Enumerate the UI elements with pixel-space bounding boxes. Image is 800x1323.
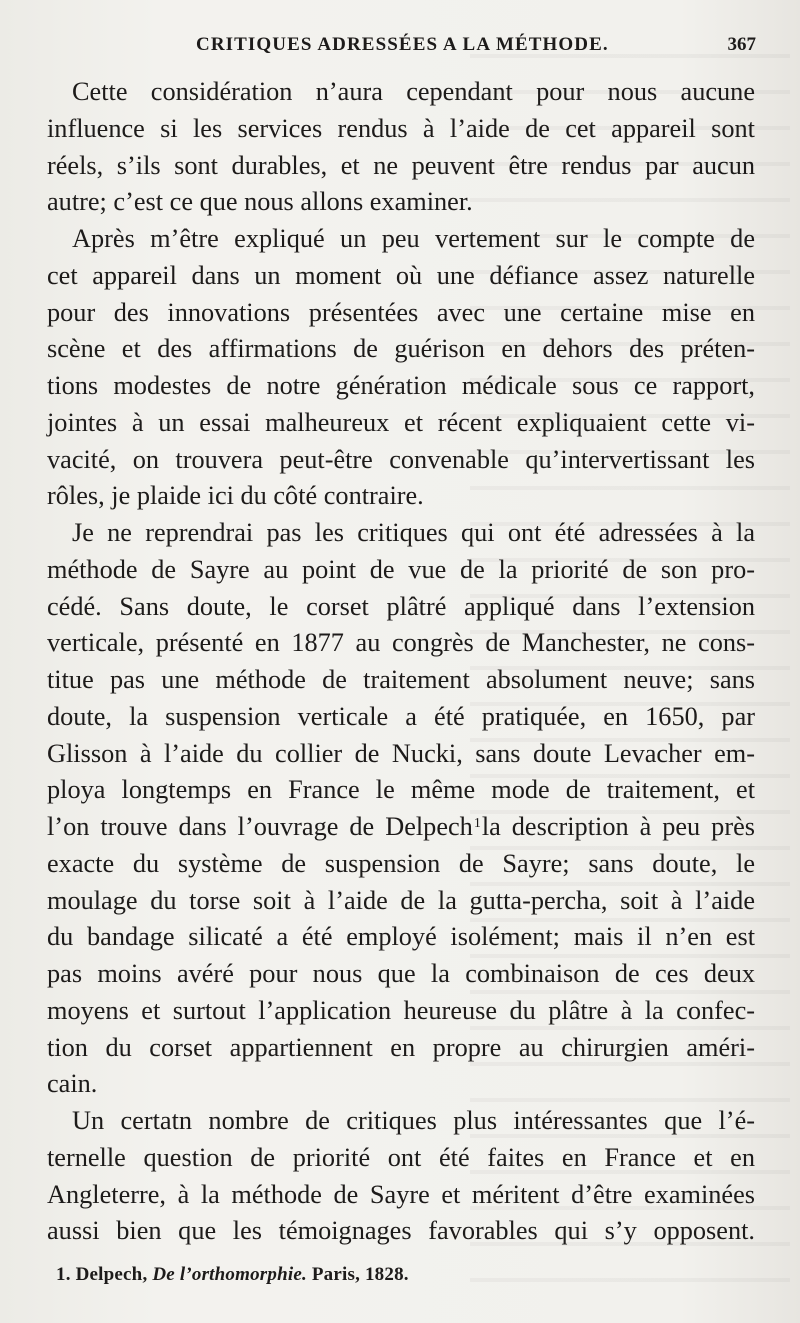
text-line: Angleterre, à la méthode de Sayre et méritent d’être examinées xyxy=(47,1179,755,1209)
text-line: tions modestes de notre génération médicale sous ce rapport, xyxy=(47,371,755,400)
text-line: pas moins avéré pour nous que la combinaison de ces deux xyxy=(47,959,755,988)
paragraph-2 xyxy=(47,221,755,515)
text-line: influence si les services rendus à l’aide de cet appareil sont xyxy=(47,113,755,143)
paragraph-1 xyxy=(47,74,755,221)
text-line: réels, s’ils sont durables, et ne peuvent être rendus par aucun xyxy=(47,150,755,180)
text-line: exacte du système de suspension de Sayre; sans doute, le xyxy=(47,848,755,878)
paragraph-3 xyxy=(47,515,755,1103)
text-line: Cette considération n’aura cependant pour nous aucune xyxy=(72,77,755,106)
text-line: Après m’être expliqué un peu vertement sur le compte de xyxy=(72,224,755,253)
text-line: titue pas une méthode de traitement absolument neuve; sans xyxy=(47,665,755,694)
paragraph-4 xyxy=(47,1103,755,1250)
text-line: cédé. Sans doute, le corset plâtré appliqué dans l’extension xyxy=(47,591,755,621)
text-line: ploya longtemps en France le même mode de traitement, et xyxy=(47,775,755,805)
text-line: tion du corset appartiennent en propre au chirurgien améri- xyxy=(47,1032,755,1062)
text-line: vacité, on trouvera peut-être convenable qu’intervertissant les xyxy=(47,444,755,474)
text-line: scène et des affirmations de guérison en dehors des préten- xyxy=(47,334,755,364)
text-line-with-footnote xyxy=(47,809,755,846)
main-text xyxy=(47,74,755,1250)
page-header xyxy=(196,34,756,64)
footnote-line-before: l’on trouve dans l’ouvrage de Delpech xyxy=(47,812,473,841)
text-line: autre; c’est ce que nous allons examiner. xyxy=(47,187,473,217)
footnote-publication: Paris, 1828. xyxy=(311,1264,409,1285)
text-line: aussi bien que les témoignages favorables qui s’y opposent. xyxy=(47,1216,755,1246)
page-number: 367 xyxy=(727,34,756,55)
text-line: Je ne reprendrai pas les critiques qui ont été adressées à la xyxy=(72,518,755,547)
text-line: cet appareil dans un moment où une défiance assez naturelle xyxy=(47,260,755,290)
text-line: du bandage silicaté a été employé isolément; mais il n’en est xyxy=(47,922,755,952)
footnote xyxy=(56,1264,409,1286)
text-line: doute, la suspension verticale a été pratiquée, en 1650, par xyxy=(47,701,755,731)
text-line: cain. xyxy=(47,1069,98,1099)
text-line: verticale, présenté en 1877 au congrès de Manchester, ne cons- xyxy=(47,628,755,658)
footnote-reference: 1 xyxy=(473,816,481,831)
text-line: ternelle question de priorité ont été faites en France et en xyxy=(47,1142,755,1172)
running-title: CRITIQUES ADRESSÉES A LA MÉTHODE. xyxy=(196,34,609,55)
footnote-number: 1. xyxy=(56,1264,71,1285)
footnote-author: Delpech, xyxy=(75,1264,148,1285)
text-line: moyens et surtout l’application heureuse du plâtre à la confec- xyxy=(47,995,755,1025)
text-line: moulage du torse soit à l’aide de la gutta-percha, soit à l’aide xyxy=(47,885,755,915)
text-line: jointes à un essai malheureux et récent expliquaient cette vi- xyxy=(47,407,755,437)
text-line: rôles, je plaide ici du côté contraire. xyxy=(47,481,424,511)
footnote-line-after: la description à peu près xyxy=(481,812,755,841)
text-line: pour des innovations présentées avec une certaine mise en xyxy=(47,297,755,327)
footnote-title: De l’orthomorphie. xyxy=(152,1264,307,1285)
text-line: méthode de Sayre au point de vue de la priorité de son pro- xyxy=(47,554,755,584)
text-line: Glisson à l’aide du collier de Nucki, sans doute Levacher em- xyxy=(47,738,755,768)
text-line: Un certatn nombre de critiques plus intéressantes que l’é- xyxy=(72,1106,755,1135)
